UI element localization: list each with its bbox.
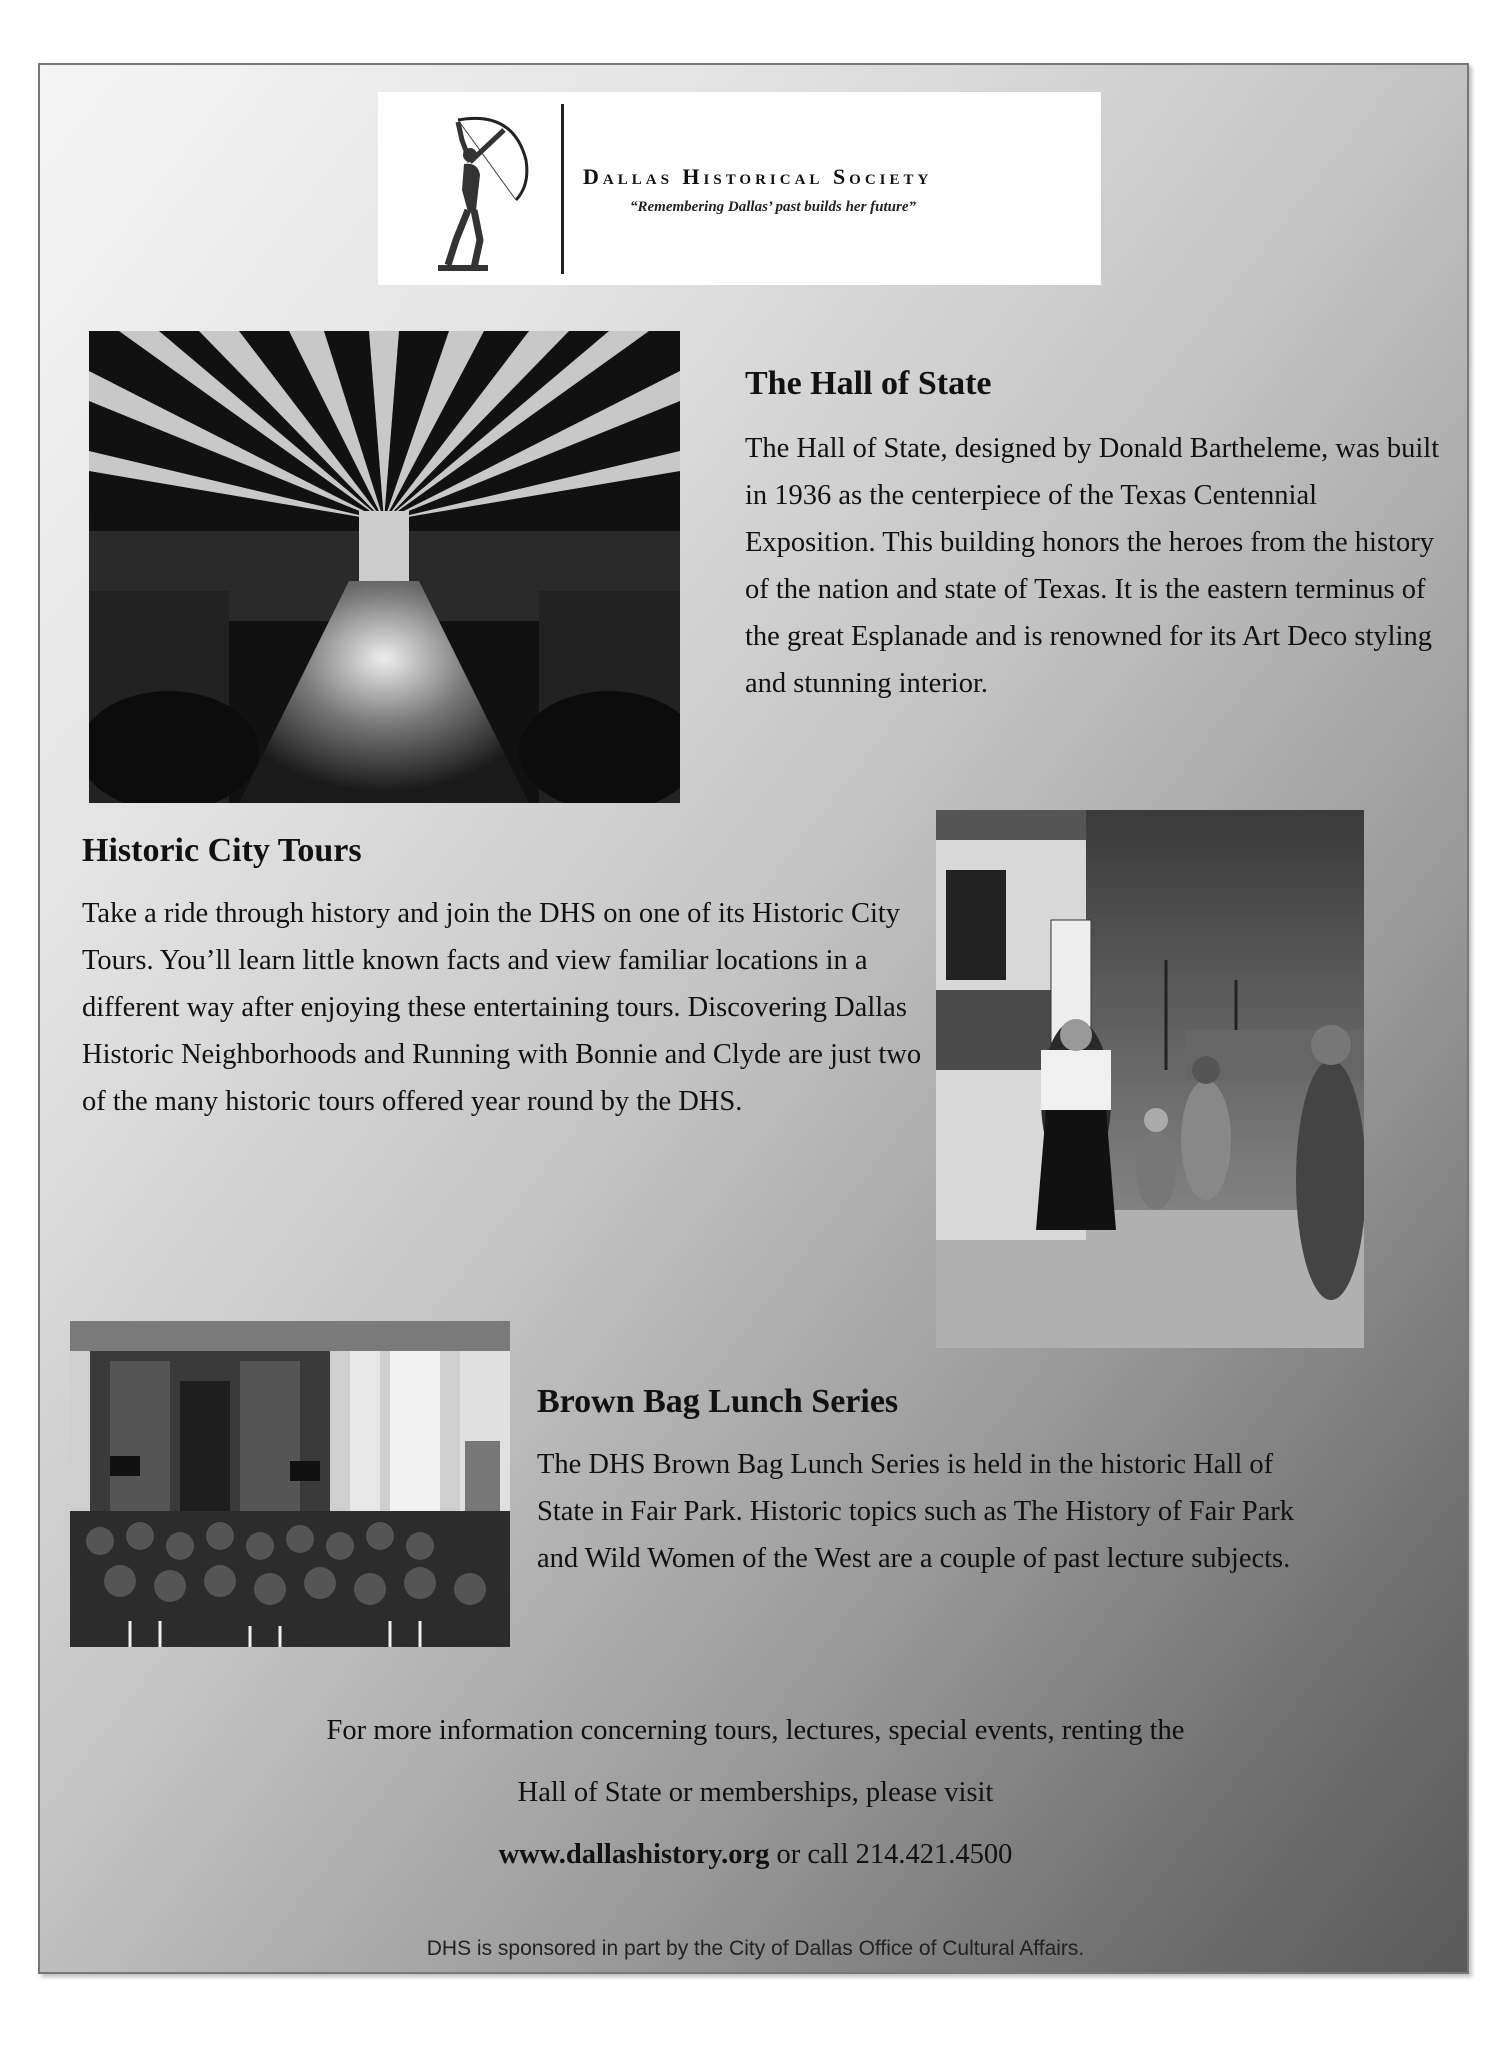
sponsor-note: DHS is sponsored in part by the City of Dallas Office of Cultural Affairs. — [426, 1937, 1085, 1960]
phone-text: or call 214.421.4500 — [769, 1839, 1013, 1870]
brown-bag-body: The DHS Brown Bag Lunch Series is held in the historic Hall of State in Fair Park. Historic topics such as The History of Fair Park and Wild Women of the West are a couple of past lecture subjects. — [537, 1449, 1294, 1574]
org-motto: “Remembering Dallas’ past builds her future” — [630, 199, 916, 215]
lecture-hall-photo — [70, 1321, 510, 1647]
flyer-page — [38, 63, 1469, 1974]
city-tours-body: Take a ride through history and join the DHS on one of its Historic City Tours. You’ll learn little known facts and view familiar locations in a different way after enjoying these entertaining tours. Discovering Dallas Historic Neighborhoods and Running with Bonnie and Clyde are just two of the many historic tours offered year round by the DHS. — [82, 898, 922, 1117]
brown-bag-heading: Brown Bag Lunch Series — [537, 1383, 899, 1420]
org-name: Dallas Historical Society — [583, 164, 933, 189]
hall-of-state-heading: The Hall of State — [745, 365, 992, 402]
logo-divider — [561, 104, 564, 274]
footer-contact-line — [40, 1839, 1471, 1871]
city-tours-heading: Historic City Tours — [82, 832, 362, 869]
hall-of-state-body: The Hall of State, designed by Donald Bartheleme, was built in 1936 as the centerpiece of the Texas Centennial Exposition. This building honors the heroes from the history of the nation and state of Texas. It is the eastern terminus of the great Esplanade and is renowned for its Art Deco styling and stunning interior. — [745, 433, 1440, 699]
hall-of-state-photo — [89, 331, 680, 803]
footer-info-line1: For more information concerning tours, lectures, special events, renting the — [326, 1715, 1185, 1746]
footer-info-line2: Hall of State or memberships, please visit — [517, 1777, 994, 1808]
archer-statue-icon — [418, 100, 538, 280]
streetcar-photo — [936, 810, 1364, 1348]
dhs-logo — [378, 92, 1101, 285]
website-link[interactable]: www.dallashistory.org — [498, 1839, 770, 1870]
